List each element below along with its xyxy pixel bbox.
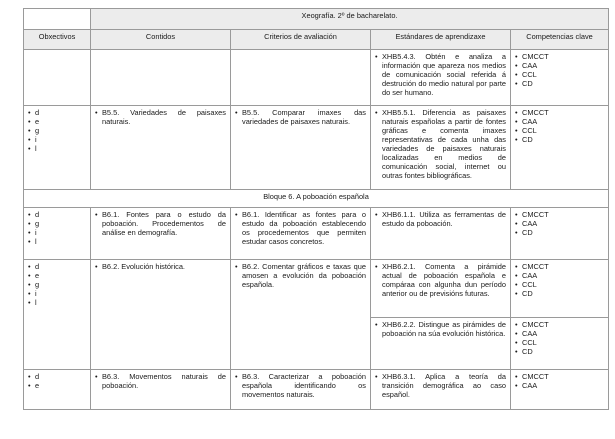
contido-cell — [91, 106, 231, 190]
competencia-item: • CAA — [515, 117, 604, 126]
competencia-item: • CMCCT — [515, 210, 604, 219]
obxectivos-list — [28, 108, 86, 153]
criterio-cell — [231, 106, 371, 190]
table-title: Xeografía. 2º de bacharelato. — [91, 9, 609, 30]
obxectivos-cell — [24, 370, 91, 410]
competencia-item: • CAA — [515, 219, 604, 228]
header-criterios: Criterios de avaliación — [231, 30, 371, 50]
competencia-item: • CAA — [515, 329, 604, 338]
table-row — [24, 208, 609, 260]
obxectivos-cell — [24, 208, 91, 260]
competencia-item: • CD — [515, 228, 604, 237]
competencia-item: • CMCCT — [515, 372, 604, 381]
contido-cell — [91, 50, 231, 106]
obxectivo-item: • e — [28, 271, 86, 280]
competencia-item: • CD — [515, 289, 604, 298]
criterio-text: • B6.2. Comentar gráficos e taxas que amosen a evolución da poboación española. — [235, 262, 366, 289]
obxectivo-item: • g — [28, 126, 86, 135]
contido-text: • B6.2. Evolución histórica. — [95, 262, 226, 271]
competencia-item: • CAA — [515, 381, 604, 390]
criterio-text: • B5.5. Comparar imaxes das variedades de paisaxes naturais. — [235, 108, 366, 126]
estandar-text: • XHB6.2.2. Distingue as pirámides de poboación na súa evolución histórica. — [375, 320, 506, 338]
competencia-item: • CCL — [515, 280, 604, 289]
table-row — [24, 370, 609, 410]
competencias-cell — [511, 260, 609, 318]
competencia-item: • CAA — [515, 271, 604, 280]
competencias-list — [515, 372, 604, 390]
obxectivo-item: • e — [28, 117, 86, 126]
obxectivo-item: • d — [28, 210, 86, 219]
competencias-list — [515, 320, 604, 356]
criterio-text: • B6.3. Caracterizar a poboación española identificando os movementos naturais. — [235, 372, 366, 399]
block-row — [24, 190, 609, 208]
block-title: Bloque 6. A poboación española — [24, 190, 609, 208]
contido-text: • B5.5. Variedades de paisaxes naturais. — [95, 108, 226, 126]
obxectivos-list — [28, 262, 86, 307]
table-row — [24, 50, 609, 106]
competencias-cell — [511, 370, 609, 410]
obxectivo-item: • e — [28, 381, 86, 390]
contido-text: • B6.1. Fontes para o estudo da poboación. Procedementos de análise en demografía. — [95, 210, 226, 237]
obxectivo-item: • d — [28, 108, 86, 117]
competencia-item: • CCL — [515, 126, 604, 135]
contido-cell — [91, 370, 231, 410]
obxectivo-item: • l — [28, 298, 86, 307]
obxectivo-item: • l — [28, 237, 86, 246]
obxectivo-item: • d — [28, 372, 86, 381]
contido-cell — [91, 260, 231, 370]
estandar-text: • XHB6.3.1. Aplica a teoría da transición demográfica ao caso español. — [375, 372, 506, 399]
competencias-list — [515, 210, 604, 237]
estandar-cell — [371, 208, 511, 260]
obxectivos-cell — [24, 260, 91, 370]
competencias-cell — [511, 50, 609, 106]
corner-cell — [24, 9, 91, 30]
estandar-cell — [371, 50, 511, 106]
obxectivo-item: • g — [28, 280, 86, 289]
competencia-item: • CCL — [515, 338, 604, 347]
competencias-list — [515, 262, 604, 298]
contido-cell — [91, 208, 231, 260]
criterio-text: • B6.1. Identificar as fontes para o estudo da poboación establecendo os procedementos que permiten estudar casos concretos. — [235, 210, 366, 246]
obxectivos-cell — [24, 50, 91, 106]
competencia-item: • CMCCT — [515, 320, 604, 329]
competencia-item: • CD — [515, 79, 604, 88]
header-competencias: Competencias clave — [511, 30, 609, 50]
estandar-cell — [371, 370, 511, 410]
estandar-text: • XHB6.1.1. Utiliza as ferramentas de estudo da poboación. — [375, 210, 506, 228]
estandar-text: • XHB6.2.1. Comenta a pirámide actual de poboación española e compáraa con algunha dun período anterior ou de previsións futuras. — [375, 262, 506, 298]
obxectivo-item: • g — [28, 219, 86, 228]
estandar-cell — [371, 106, 511, 190]
criterio-cell — [231, 50, 371, 106]
contido-text: • B6.3. Movementos naturais de poboación. — [95, 372, 226, 390]
criterio-cell — [231, 260, 371, 370]
obxectivos-list — [28, 210, 86, 246]
header-estandares: Estándares de aprendizaxe — [371, 30, 511, 50]
title-row — [24, 9, 609, 30]
competencias-list — [515, 108, 604, 144]
obxectivo-item: • l — [28, 144, 86, 153]
competencia-item: • CMCCT — [515, 108, 604, 117]
table-row — [24, 260, 609, 318]
competencias-cell — [511, 318, 609, 370]
obxectivo-item: • i — [28, 135, 86, 144]
competencia-item: • CMCCT — [515, 52, 604, 61]
obxectivos-cell — [24, 106, 91, 190]
table-row — [24, 106, 609, 190]
header-contidos: Contidos — [91, 30, 231, 50]
obxectivo-item: • i — [28, 289, 86, 298]
estandar-cell — [371, 318, 511, 370]
competencia-item: • CD — [515, 347, 604, 356]
obxectivos-list — [28, 372, 86, 390]
estandar-text: • XHB5.4.3. Obtén e analiza a información que apareza nos medios de comunicación social referida á destrución do medio natural por parte do ser humano. — [375, 52, 506, 97]
competencia-item: • CAA — [515, 61, 604, 70]
competencia-item: • CCL — [515, 70, 604, 79]
header-obxectivos: Obxectivos — [24, 30, 91, 50]
header-row — [24, 30, 609, 50]
obxectivo-item: • i — [28, 228, 86, 237]
competencia-item: • CD — [515, 135, 604, 144]
obxectivo-item: • d — [28, 262, 86, 271]
estandar-cell — [371, 260, 511, 318]
estandar-text: • XHB5.5.1. Diferencia as paisaxes naturais españolas a partir de fontes gráficas e comenta imaxes representativas de cada unha das variedades de paisaxes naturais localizadas en medios de comunicación social, internet ou outras fontes bibliográficas. — [375, 108, 506, 180]
curriculum-table — [23, 8, 609, 410]
competencias-list — [515, 52, 604, 88]
competencia-item: • CMCCT — [515, 262, 604, 271]
criterio-cell — [231, 370, 371, 410]
competencias-cell — [511, 106, 609, 190]
criterio-cell — [231, 208, 371, 260]
competencias-cell — [511, 208, 609, 260]
